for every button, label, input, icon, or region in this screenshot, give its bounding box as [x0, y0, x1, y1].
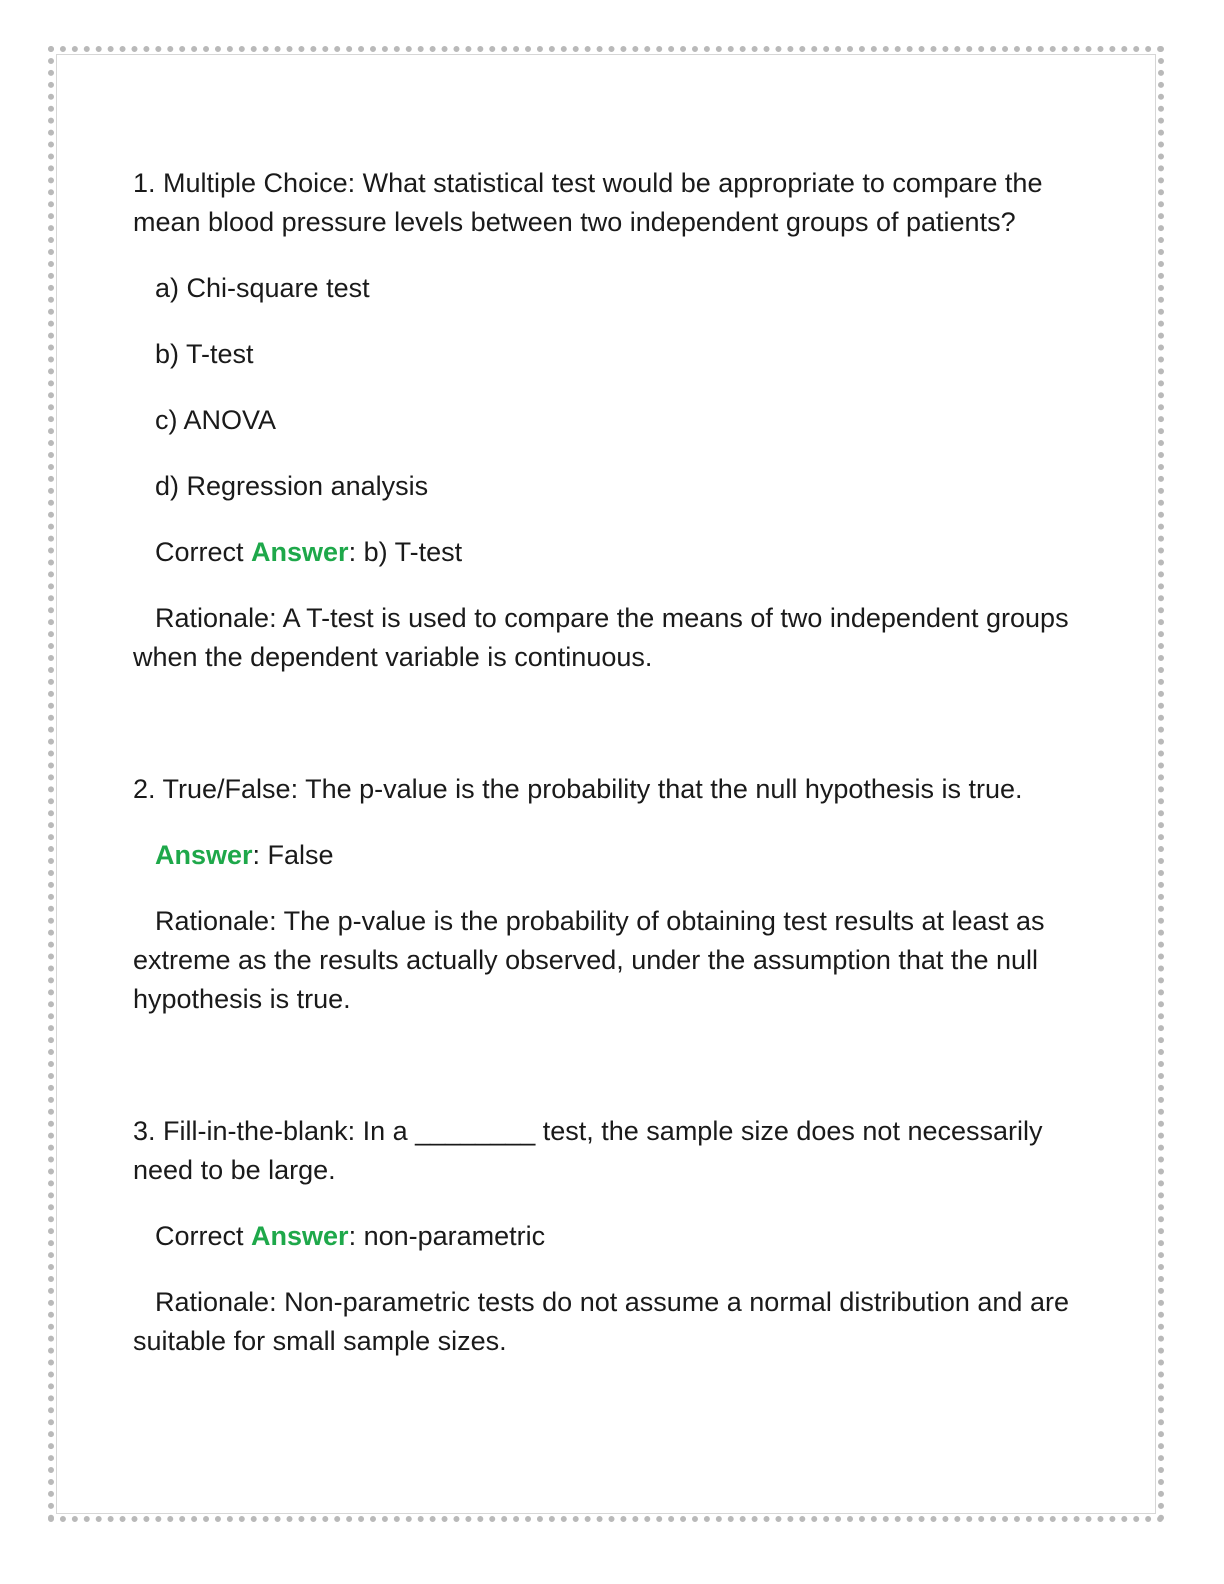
rationale: Rationale: The p-value is the probability of obtaining test results at least as extreme as the results actually observed, under the assumption that the null hypothesis is true.: [133, 906, 1045, 1014]
question-3: [133, 1112, 1093, 1361]
rationale: Rationale: A T-test is used to compare the means of two independent groups when the dependent variable is continuous.: [133, 603, 1069, 672]
correct-answer: [133, 1217, 1093, 1256]
answer-prefix: Correct: [155, 537, 252, 567]
answer-keyword: Answer: [251, 537, 349, 567]
option-d: d) Regression analysis: [155, 471, 429, 501]
question-text: 3. Fill-in-the-blank: In a ________ test, the sample size does not necessarily need to be large.: [133, 1116, 1043, 1185]
option-b: b) T-test: [155, 339, 254, 369]
answer-value: : False: [252, 840, 334, 870]
option-c: c) ANOVA: [155, 405, 277, 435]
answer-value: : non-parametric: [348, 1221, 546, 1251]
option-a: a) Chi-square test: [155, 273, 370, 303]
document-body: [133, 164, 1093, 1361]
spacer: [133, 1019, 1093, 1112]
question-text: 2. True/False: The p-value is the probability that the null hypothesis is true.: [133, 774, 1023, 804]
rationale: Rationale: Non-parametric tests do not assume a normal distribution and are suitable for small sample sizes.: [133, 1287, 1069, 1356]
answer-keyword: Answer: [251, 1221, 349, 1251]
correct-answer: [133, 533, 1093, 572]
answer-value: : b) T-test: [348, 537, 463, 567]
question-text: 1. Multiple Choice: What statistical test would be appropriate to compare the mean blood pressure levels between two independent groups of patients?: [133, 168, 1043, 237]
spacer: [133, 677, 1093, 770]
question-2: [133, 770, 1093, 1019]
answer-prefix: Correct: [155, 1221, 252, 1251]
question-1: [133, 164, 1093, 677]
correct-answer: [133, 836, 1093, 875]
answer-keyword: Answer: [155, 840, 253, 870]
